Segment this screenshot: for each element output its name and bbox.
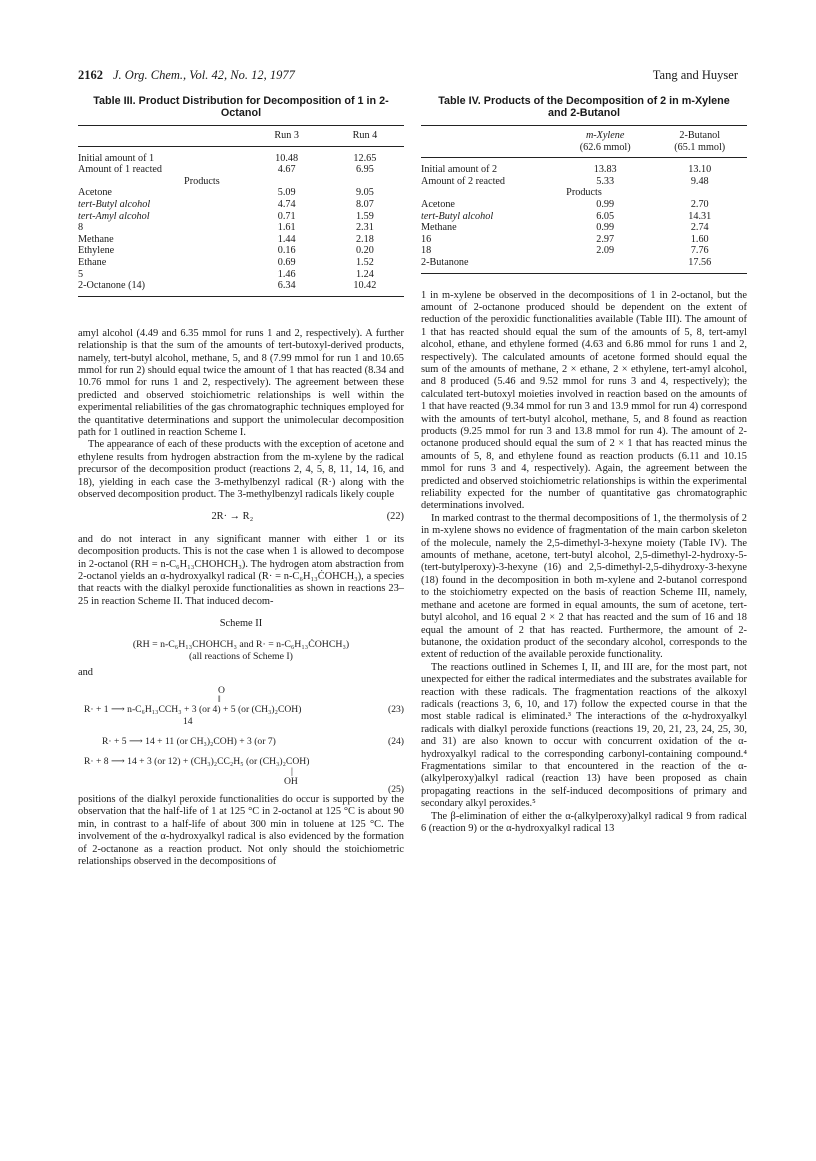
page-number: 2162 xyxy=(78,68,103,82)
scheme-ii-title: Scheme II xyxy=(219,618,263,630)
table-row: Amount of 1 reacted 4.67 6.95 xyxy=(78,164,374,176)
left-paragraph-1: amyl alcohol (4.49 and 6.35 mmol for runs 1 and 2, respectively). A further relationship is that the sum of the amounts of tert-butoxyl-derived products, namely, tert-butyl alcohol, methane, 5, and 8 (7.99 mmol for run 1 and 10.65 mmol for run 2) should equal twice the amount of 1 that has reacted (8.34 and 10.76 mmol for runs 1 and 2, respectively). The agreement between these predicted and observed stoichiometric relationships is well within the experimental reliabilities of the gas chromatographic techniques employed for the quantitative determinations and support the unimolecular decomposition path for 1 outlined in reaction Scheme I. xyxy=(78,327,404,438)
left-column xyxy=(78,95,404,868)
table-row: tert-Butyl alcohol 4.74 8.07 xyxy=(78,198,374,210)
reaction-24: R· + 5 ⟶ 14 + 11 (or CH₃)₂COH) + 3 (or 7) (24) xyxy=(102,735,404,747)
running-header-authors: Tang and Huyser xyxy=(652,68,738,82)
table-row: 16 2.97 1.60 xyxy=(421,233,709,245)
table-row: Methane 0.99 2.74 xyxy=(421,222,709,234)
left-paragraph-2: The appearance of each of these products with the exception of acetone and ethylene results from hydrogen abstraction from the m-xylene by the radical precursor of the decomposition product (reactions 2, 4, 5, 8, 11, 14, 16, and 18), yielding in each case the 3-methylbenzyl radical (R·) along with the observed decomposition product. The 3-methylbenzyl radicals likely couple xyxy=(78,439,404,500)
table-iv: m-Xylene 2-Butanol (62.6 mmol) (65.1 mmol) Initial amount of 2 13.83 13.10 Amount of 2 reacted 5.33 9.48 Products Acetone 0.99 2.70 tert-Butyl alcohol 6.05 14.31 Methane 0.99 2.74 16 2.97 1.60 18 2.09 7.76 2-Butanone 17.56 xyxy=(421,125,747,274)
table-row: Ethylene 0.16 0.20 xyxy=(78,245,374,257)
journal-citation: J. Org. Chem., Vol. 42, No. 12, 1977 xyxy=(113,68,295,82)
table-row: tert-Amyl alcohol 0.71 1.59 xyxy=(78,210,374,222)
scheme-ii xyxy=(78,618,404,663)
table-row: 2-Octanone (14) 6.34 10.42 xyxy=(78,280,377,292)
left-paragraph-3: and do not interact in any significant manner with either 1 or its decomposition products. This is not the case when 1 is allowed to decompose in 2-octanol (RH = n-C₆H₁₃CHOHCH₃). The hydrogen atom abstraction from 2-octanol yields an α-hydroxyalkyl radical (R· = n-C₆H₁₃ĊOHCH₃), a species that reacts with the dialkyl peroxide functionalities as shown in reactions 23–25 in reaction Scheme II. That induced decom- xyxy=(78,533,404,607)
t4-col-xylene: m-Xylene xyxy=(585,130,625,141)
table-row: Ethane 0.69 1.52 xyxy=(78,256,374,268)
table-row: 18 2.09 7.76 xyxy=(421,245,709,257)
table-row: Acetone 0.99 2.70 xyxy=(421,198,709,210)
scheme-ii-note: (all reactions of Scheme I) xyxy=(189,651,293,663)
right-paragraph-4: The β-elimination of either the α-(alkylperoxy)alkyl radical 9 from radical 6 (reaction 9) or the α-hydroxyalkyl radical 13 xyxy=(421,810,747,834)
right-column xyxy=(421,95,747,835)
table-iv-caption: Table IV. Products of the Decomposition of 2 in m-Xylene and 2-Butanol xyxy=(438,95,730,119)
scheme-ii-definition: (RH = n-C₆H₁₃CHOHCH₃ and R· = n-C₆H₁₃ĊOHCH₃) xyxy=(132,638,350,650)
table-iii xyxy=(78,125,404,297)
table-row: Methane 1.44 2.18 xyxy=(78,233,374,245)
table-row: Acetone 5.09 9.05 xyxy=(78,187,374,199)
scheme-and: and xyxy=(78,667,94,679)
t4-col-butanol: 2-Butanol xyxy=(679,130,721,141)
table-row: 8 1.61 2.31 xyxy=(78,222,374,234)
running-header-left xyxy=(78,68,295,83)
right-paragraph-2: In marked contrast to the thermal decompositions of 1, the thermolysis of 2 in m-xylene shows no evidence of fragmentation of the main carbon skeleton of the molecule, namely the 2,5-dimethyl-3-hexyne moiety (Table IV). The amounts of methane, acetone, tert-butyl alcohol, 2,5-dimethyl-2-hydroxy-5-(tert-butylperoxy)-3-hexyne (16) and 2,5-dimethyl-2,5-dihydroxy-3-hexyne (18) found in the decomposition in both m-xylene and 2-butanol correspond to the stoichiometry expected on the basis of reaction Scheme III, namely, methane and acetone are formed in equal amounts, the sum of acetone, tert-butyl alcohol, and 16 equal 2 × 2 that has reacted and the sum of 16 and 18 equal the amount of 2 that has reacted. Furthermore, the amount of 2-butanone, the oxidation product of the secondary alcohol, corresponds to the extent of reduction of the available peroxide functionality. xyxy=(421,512,747,661)
table-row: tert-Butyl alcohol 6.05 14.31 xyxy=(421,210,712,222)
t3-col-run3: Run 3 xyxy=(274,130,299,141)
equation-22: 2R· → R₂ (22) xyxy=(211,511,404,523)
t3-products-subhead: Products xyxy=(184,175,220,187)
table-row: 2-Butanone 17.56 xyxy=(421,256,712,268)
right-paragraph-3: The reactions outlined in Schemes I, II, and III are, for the most part, not unexpected for either the radical intermediates and the substrates available for reaction with these radicals. The fragmentation reactions of the alkoxyl radicals (reactions 3, 6, 10, and 17) follow the expected course in that the most stable radical is eliminated.³ The interactions of the α-hydroxyalkyl radicals with dialkyl peroxide functions (reactions 19, 20, 21, 23, 24, 25, 30, and 31) are also known to occur with concurrent oxidation of the α-hydroxyalkyl radical to the corresponding carbonyl-containing compound.⁴ Fragmentations similar to that encountered in the reaction of the α-(alkylperoxy)alkyl radical (reaction 13) have been proposed as chain propagating reactions in the self-induced decompositions of primary and secondary alkyl peroxides.⁵ xyxy=(421,661,747,810)
table-row: Initial amount of 1 10.48 12.65 xyxy=(78,152,377,164)
t4-products-subhead: Products xyxy=(566,187,602,199)
t3-col-run4: Run 4 xyxy=(352,130,378,141)
right-paragraph-1: 1 in m-xylene be observed in the decompositions of 1 in 2-octanol, but the amount of 2-octanone produced should be dependent on the extent of reduction of the peroxidic functionalities available (Table III). The amount of 1 that has reacted should equal the sum of the amounts of 5, 8, tert-amyl alcohol, ethane, and ethylene formed (4.63 and 6.86 mmol for runs 1 and 2, respectively). The calculated amounts of acetone formed should equal the sum of the amounts of methane, 2 × ethane, 2 × ethylene, tert-amyl alcohol, and 8 produced (5.46 and 9.52 mmol for runs 3 and 4, respectively); the calculated tert-butoxyl moieties involved in reaction based on the amounts of 1 that have reacted (9.34 mmol for run 3 and 13.9 mmol for run 4) correspond with the amounts of tert-butyl alcohol, methane, 5, and 8 found as reaction products (9.25 mmol for run 3 and 13.8 mmol for run 4). The amount of 2-octanone produced should equal the sum of 2 × 1 that has reacted minus the amounts of 5, 8, and ethylene found as reaction products (6.11 and 10.15 mmol for runs 3 and 4, respectively). Again, the agreement between the predicted and observed stoichiometric relationships is within the experimental reliability expected for the number of quantitative gas chromatographic determinations involved. xyxy=(421,289,747,512)
table-row: Amount of 2 reacted 5.33 9.48 xyxy=(421,175,709,187)
table-iii-caption: Table III. Product Distribution for Decomposition of 1 in 2-Octanol xyxy=(93,95,389,119)
left-paragraph-4: positions of the dialkyl peroxide functionalities do occur is supported by the observation that the half-life of 1 at 125 °C in 2-octanol at 125 °C is about 90 min, in contrast to a half-life of about 300 min in toluene at 125 °C. The involvement of the α-hydroxyalkyl radical is also evidenced by the formation of 2-octanone as a reaction product. Not only should the stoichiometric relationships observed in the decompositions of xyxy=(78,793,404,867)
reaction-25: R· + 8 ⟶ 14 + 3 (or 12) + (CH₃)₂CC₂H₅ (or (CH₃)₂COH) | OH (25) xyxy=(84,755,404,795)
reaction-23: O ‖ R· + 1 ⟶ n-C₆H₁₃CCH₃ + 3 (or 4) + 5 (or (CH₃)₂COH) 14 (23) xyxy=(84,684,404,727)
table-row: 5 1.46 1.24 xyxy=(78,268,374,280)
table-row: Initial amount of 2 13.83 13.10 xyxy=(421,164,712,176)
